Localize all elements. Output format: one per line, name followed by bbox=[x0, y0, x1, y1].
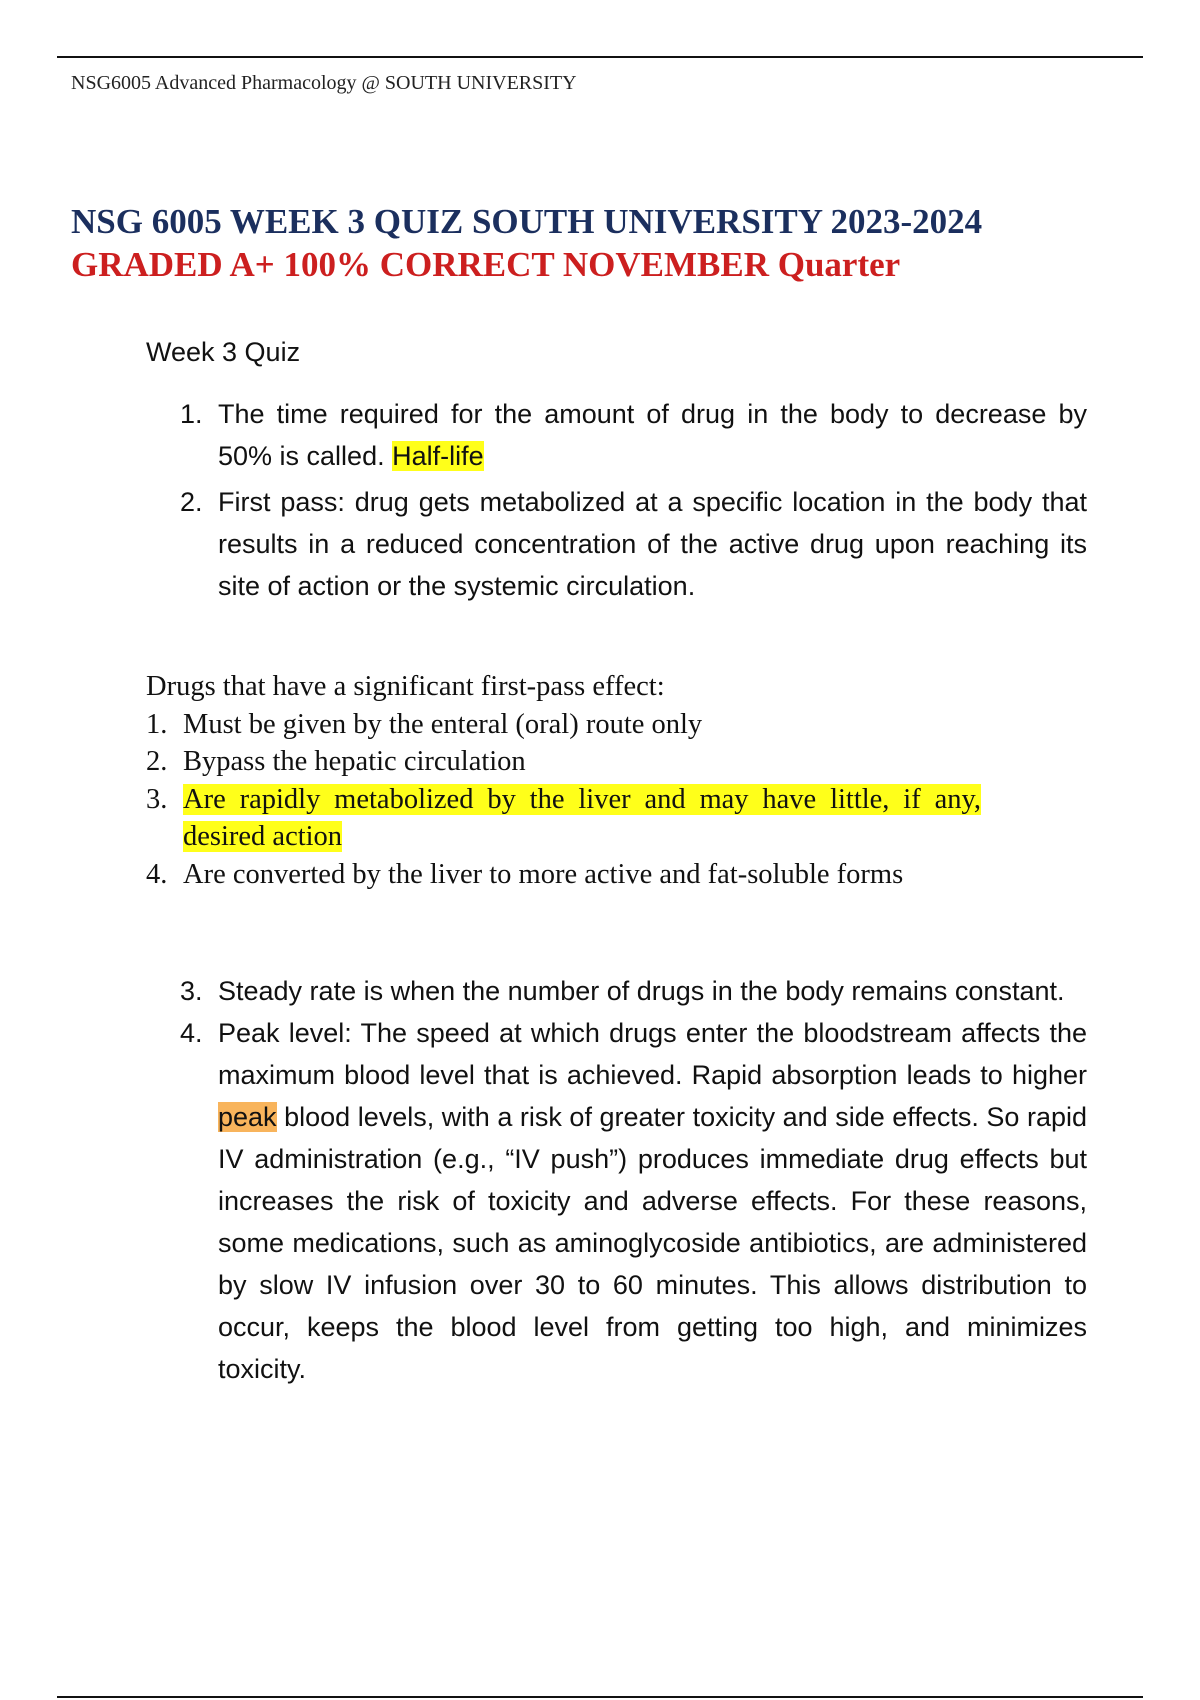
option-number: 2. bbox=[146, 746, 168, 777]
option-item bbox=[146, 706, 981, 744]
question-text: The time required for the amount of drug in the body to decrease by 50% is called. bbox=[218, 399, 1087, 471]
quiz-question-list bbox=[180, 393, 1087, 607]
option-number: 3. bbox=[146, 783, 168, 815]
question-text-continued: blood levels, with a risk of greater toxicity and side effects. So rapid IV administration (e.g., “IV push”) produces immediate drug effects but increases the risk of toxicity and adverse effects. For these reasons, some medications, such as aminoglycoside antibiotics, are administered by slow IV infusion over 30 to 60 minutes. This allows distribution to occur, keeps the blood level from getting too high, and minimizes toxicity. bbox=[218, 1102, 1087, 1384]
quiz-question bbox=[180, 481, 1087, 607]
question-number: 2. bbox=[180, 487, 203, 517]
question-number: 3. bbox=[180, 976, 203, 1006]
answer-highlight: Half-life bbox=[392, 441, 484, 471]
peak-highlight: peak bbox=[218, 1102, 277, 1132]
question-number: 1. bbox=[180, 399, 203, 429]
quiz-question bbox=[180, 393, 1087, 477]
option-text: Bypass the hepatic circulation bbox=[183, 746, 526, 777]
option-text: Are converted by the liver to more active and fat-soluble forms bbox=[183, 858, 904, 890]
bottom-rule bbox=[57, 1696, 1143, 1698]
section-heading: Week 3 Quiz bbox=[146, 337, 301, 367]
question-text: First pass: drug gets metabolized at a specific location in the body that results in a reduced concentration of the active drug upon reaching its site of action or the systemic circulation. bbox=[218, 487, 1087, 601]
question-text: Peak level: The speed at which drugs enter the bloodstream affects the maximum blood level that is achieved. Rapid absorption leads to higher bbox=[218, 1018, 1087, 1090]
option-item bbox=[146, 856, 981, 894]
option-text-highlighted: Are rapidly metabolized by the liver and may have little, if any, desired action bbox=[183, 783, 981, 852]
quiz-question bbox=[180, 970, 1087, 1012]
document-title bbox=[71, 200, 982, 286]
option-text: Must be given by the enteral (oral) route only bbox=[183, 708, 703, 740]
option-item bbox=[146, 743, 981, 781]
top-rule bbox=[57, 56, 1143, 58]
quiz-question-list-continued bbox=[180, 970, 1087, 1390]
quiz-question bbox=[180, 1012, 1087, 1390]
running-header: NSG6005 Advanced Pharmacology @ SOUTH UNIVERSITY bbox=[71, 72, 577, 94]
question-text: Steady rate is when the number of drugs in the body remains constant. bbox=[218, 976, 1065, 1006]
title-line-1: NSG 6005 WEEK 3 QUIZ SOUTH UNIVERSITY 2023-2024 bbox=[71, 202, 983, 241]
question-number: 4. bbox=[180, 1018, 203, 1048]
first-pass-options bbox=[146, 706, 981, 894]
option-number: 1. bbox=[146, 708, 168, 740]
option-item-correct bbox=[146, 781, 981, 856]
option-number: 4. bbox=[146, 858, 168, 890]
first-pass-heading: Drugs that have a significant first-pass effect: bbox=[146, 671, 665, 702]
first-pass-question bbox=[146, 668, 981, 893]
title-line-2: GRADED A+ 100% CORRECT NOVEMBER Quarter bbox=[71, 245, 901, 284]
